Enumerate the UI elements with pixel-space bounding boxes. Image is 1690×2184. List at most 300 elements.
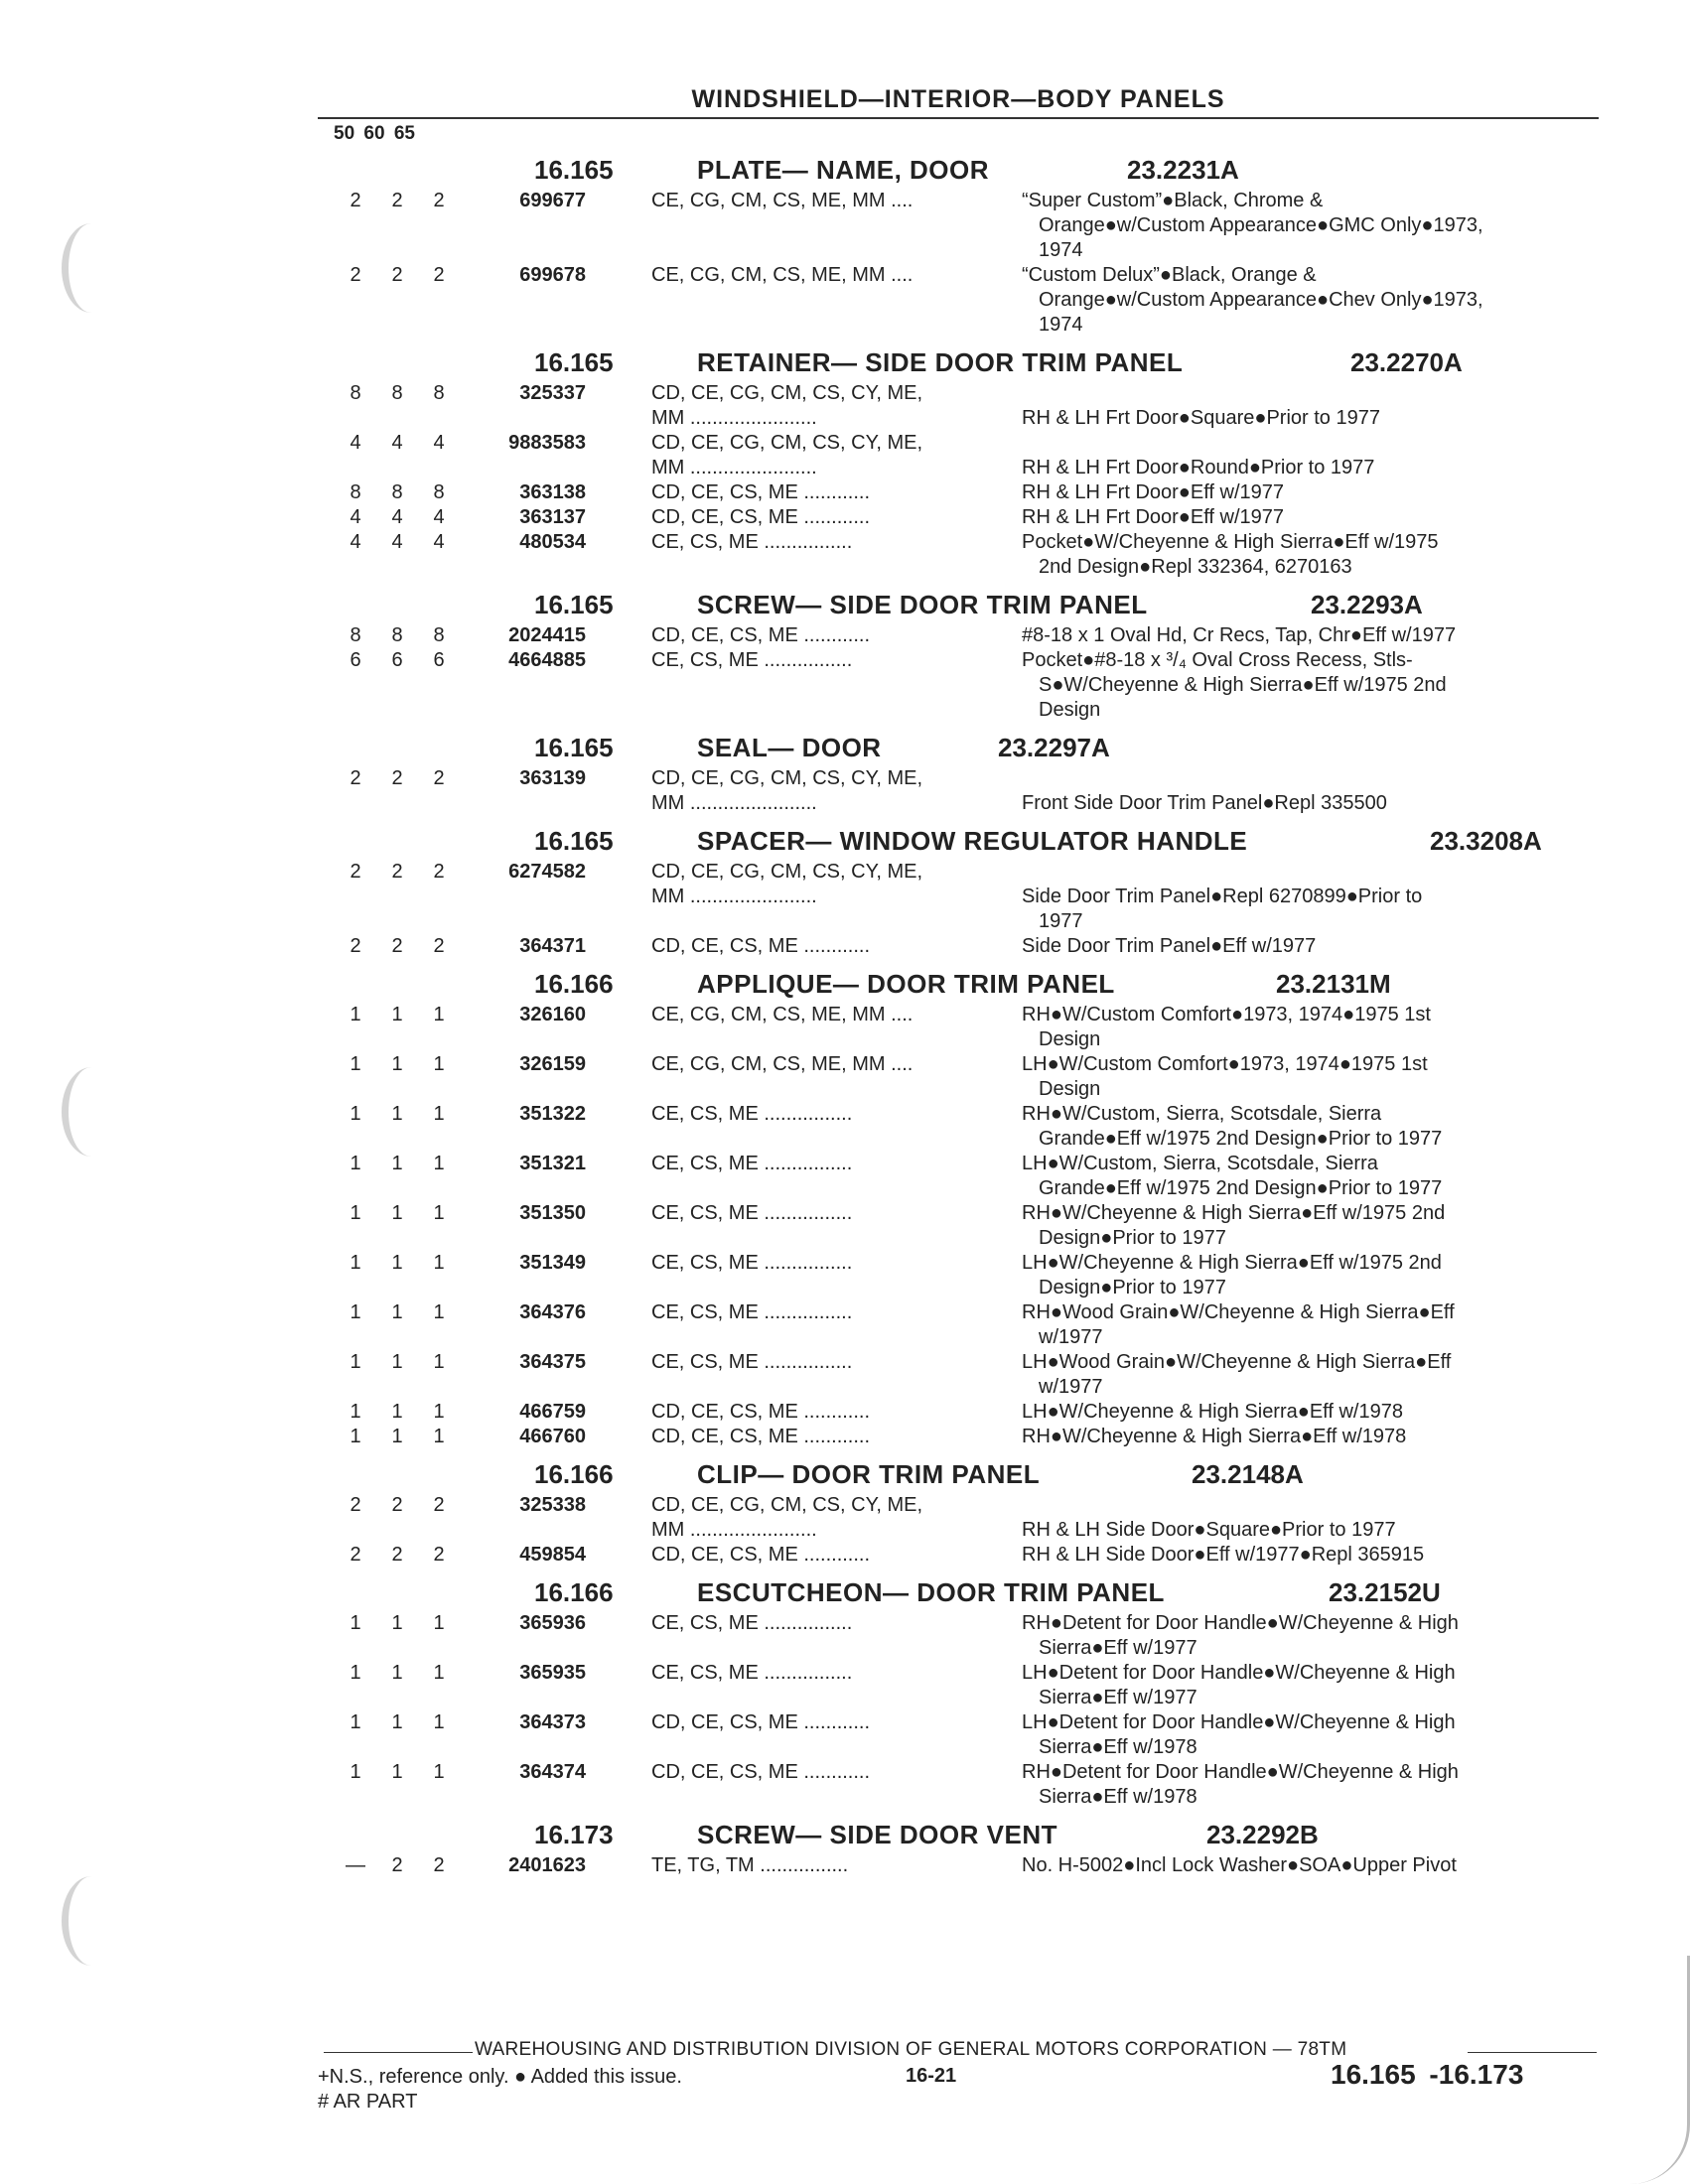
part-number: 363139 <box>519 767 586 789</box>
model-codes: CE, CS, ME ................ <box>651 1662 853 1684</box>
description-line: RH●Wood Grain●W/Cheyenne & High Sierra●Eff <box>1022 1301 1455 1323</box>
section-header <box>0 965 1690 1003</box>
model-codes: CD, CE, CG, CM, CS, CY, ME, MM ....................... <box>651 382 922 429</box>
quantity-cell: 1 <box>391 1711 403 1733</box>
legend-line: +N.S., reference only. ● Added this issue. <box>318 2066 682 2088</box>
quantity-cell: 1 <box>350 1202 361 1224</box>
part-row <box>0 934 1690 959</box>
part-description <box>1022 1760 1588 1810</box>
section-code: 23.2292B <box>1206 1820 1319 1849</box>
part-row <box>0 1350 1690 1400</box>
quantity-cell: 2 <box>433 264 445 286</box>
part-number: 364375 <box>519 1351 586 1373</box>
part-row <box>0 1300 1690 1350</box>
section-header <box>0 822 1690 860</box>
model-codes: CD, CE, CG, CM, CS, CY, ME, MM ....................... <box>651 432 922 478</box>
quantity-cell: 2 <box>433 1494 445 1516</box>
description-line: LH●Detent for Door Handle●W/Cheyenne & High <box>1022 1711 1456 1733</box>
quantity-cell: 4 <box>433 531 445 553</box>
quantity-cell: 4 <box>391 432 403 454</box>
quantity-cell: 1 <box>350 1252 361 1274</box>
section-number: 16.165 <box>534 155 614 185</box>
part-description <box>1022 1611 1588 1661</box>
model-codes: CE, CG, CM, CS, ME, MM .... <box>651 1004 914 1025</box>
description-line: RH & LH Frt Door●Square●Prior to 1977 <box>1022 407 1380 429</box>
page-edge <box>1630 1956 1690 2184</box>
part-row <box>0 1611 1690 1661</box>
description-line: RH●W/Cheyenne & High Sierra●Eff w/1978 <box>1022 1426 1407 1447</box>
quantity-cell: 6 <box>391 649 403 671</box>
description-line: “Custom Delux”●Black, Orange & <box>1022 264 1317 286</box>
part-row <box>0 1710 1690 1760</box>
part-description <box>1022 934 1588 959</box>
section-code: 23.2231A <box>1127 155 1239 185</box>
quantity-cell: 1 <box>391 1426 403 1447</box>
model-codes: CE, CS, ME ................ <box>651 1202 853 1224</box>
part-row <box>0 1152 1690 1201</box>
quantity-cell: 1 <box>433 1426 445 1447</box>
description-line: S●W/Cheyenne & High Sierra●Eff w/1975 2nd <box>1039 674 1447 696</box>
description-line: Design●Prior to 1977 <box>1039 1227 1226 1249</box>
quantity-cell: 2 <box>350 1494 361 1516</box>
model-codes: CD, CE, CS, ME ............ <box>651 506 871 528</box>
quantity-cell: 8 <box>350 481 361 503</box>
part-number: 363137 <box>519 506 586 528</box>
quantity-cell: 8 <box>350 624 361 646</box>
section-number: 16.165 <box>534 590 614 619</box>
part-row <box>0 1661 1690 1710</box>
quantity-cell: 1 <box>391 1153 403 1174</box>
quantity-cell: 2 <box>391 1494 403 1516</box>
description-line: Orange●w/Custom Appearance●GMC Only●1973, <box>1039 214 1483 236</box>
part-row <box>0 623 1690 648</box>
quantity-cell: 1 <box>350 1711 361 1733</box>
page-title: WINDSHIELD—INTERIOR—BODY PANELS <box>691 85 1225 113</box>
part-row <box>0 1543 1690 1568</box>
section-number: 16.165 <box>534 733 614 762</box>
part-number: 325338 <box>519 1494 586 1516</box>
quantity-cell: 8 <box>350 382 361 404</box>
description-line: LH●W/Cheyenne & High Sierra●Eff w/1975 2nd <box>1022 1252 1442 1274</box>
description-line: Grande●Eff w/1975 2nd Design●Prior to 1977 <box>1039 1177 1443 1199</box>
quantity-cell: 2 <box>391 861 403 883</box>
part-row <box>0 480 1690 505</box>
section-header <box>0 1816 1690 1853</box>
title-rule <box>318 117 1599 119</box>
section-name: APPLIQUE— DOOR TRIM PANEL <box>697 969 1115 999</box>
quantity-cell: 2 <box>350 935 361 957</box>
footer-rule <box>1468 2052 1597 2053</box>
quantity-cell: 4 <box>350 506 361 528</box>
part-row <box>0 860 1690 934</box>
part-number: 351349 <box>519 1252 586 1274</box>
quantity-cell: 2 <box>433 190 445 211</box>
quantity-cell: 2 <box>391 190 403 211</box>
description-line: Design <box>1039 699 1101 721</box>
quantity-cell: 1 <box>433 1761 445 1783</box>
section-number: 16.166 <box>534 969 614 999</box>
quantity-cell: 2 <box>350 1544 361 1566</box>
quantity-cell: 1 <box>433 1252 445 1274</box>
section-code: 23.2152U <box>1329 1577 1441 1607</box>
description-line: 1974 <box>1039 314 1083 336</box>
model-codes: CD, CE, CS, ME ............ <box>651 624 871 646</box>
quantity-cell: 6 <box>350 649 361 671</box>
model-codes: CD, CE, CG, CM, CS, CY, ME, MM ....................... <box>651 1494 922 1541</box>
description-line: RH●W/Custom Comfort●1973, 1974●1975 1st <box>1022 1004 1431 1025</box>
footer-rule <box>324 2052 473 2053</box>
part-number: 6274582 <box>508 861 586 883</box>
part-description <box>1022 1853 1588 1878</box>
part-number: 466760 <box>519 1426 586 1447</box>
quantity-cell: 1 <box>350 1004 361 1025</box>
part-number: 351350 <box>519 1202 586 1224</box>
quantity-cell: 4 <box>391 506 403 528</box>
parts-list <box>0 145 1690 1878</box>
description-line: No. H-5002●Incl Lock Washer●SOA●Upper Pivot <box>1022 1854 1457 1876</box>
description-line: Sierra●Eff w/1977 <box>1039 1687 1197 1708</box>
part-number: 351321 <box>519 1153 586 1174</box>
part-number: 699678 <box>519 264 586 286</box>
quantity-cell: 2 <box>391 1544 403 1566</box>
part-row <box>0 766 1690 816</box>
description-line: 1977 <box>1039 910 1083 932</box>
quantity-cell: 1 <box>350 1301 361 1323</box>
quantity-cell: 8 <box>391 481 403 503</box>
section-number: 16.166 <box>534 1577 614 1607</box>
part-description <box>1022 1251 1588 1300</box>
quantity-cell: 1 <box>391 1252 403 1274</box>
part-row <box>0 1003 1690 1052</box>
section-name: CLIP— DOOR TRIM PANEL <box>697 1459 1041 1489</box>
part-row <box>0 505 1690 530</box>
part-row <box>0 648 1690 723</box>
part-row <box>0 1853 1690 1878</box>
section-code: 23.3208A <box>1430 826 1542 856</box>
quantity-cell: 8 <box>391 382 403 404</box>
quantity-cell: — <box>346 1854 365 1876</box>
description-line: Design <box>1039 1078 1101 1100</box>
part-description <box>1022 1543 1588 1568</box>
model-codes: CE, CS, ME ................ <box>651 1351 853 1373</box>
model-codes: CD, CE, CS, ME ............ <box>651 1426 871 1447</box>
quantity-cell: 1 <box>350 1426 361 1447</box>
section-number: 16.173 <box>534 1820 614 1849</box>
quantity-cell: 1 <box>433 1103 445 1125</box>
description-line: w/1977 <box>1039 1326 1103 1348</box>
quantity-cell: 8 <box>433 382 445 404</box>
section-name: ESCUTCHEON— DOOR TRIM PANEL <box>697 1577 1165 1607</box>
quantity-cell: 1 <box>350 1761 361 1783</box>
part-description <box>1022 530 1588 580</box>
section-code: 23.2131M <box>1276 969 1391 999</box>
part-description <box>1022 766 1588 816</box>
model-codes: CE, CS, ME ................ <box>651 1301 853 1323</box>
quantity-cell: 4 <box>350 432 361 454</box>
section-name: SCREW— SIDE DOOR VENT <box>697 1820 1057 1849</box>
part-description <box>1022 1003 1588 1052</box>
part-description <box>1022 1425 1588 1449</box>
quantity-cell: 4 <box>350 531 361 553</box>
quantity-cell: 2 <box>391 767 403 789</box>
description-line: Pocket●#8-18 x ³/₄ Oval Cross Recess, Stls- <box>1022 649 1413 671</box>
model-codes: CE, CS, ME ................ <box>651 1103 853 1125</box>
part-row <box>0 1102 1690 1152</box>
part-number: 363138 <box>519 481 586 503</box>
description-line: Sierra●Eff w/1978 <box>1039 1736 1197 1758</box>
model-codes: CD, CE, CS, ME ............ <box>651 1711 871 1733</box>
footer-corporation: WAREHOUSING AND DISTRIBUTION DIVISION OF GENERAL MOTORS CORPORATION — 78TM <box>475 2039 1347 2060</box>
section-header <box>0 151 1690 189</box>
section-range: 16.165 -16.173 <box>1331 2059 1524 2090</box>
part-number: 364373 <box>519 1711 586 1733</box>
quantity-cell: 2 <box>433 1854 445 1876</box>
section-name: SPACER— WINDOW REGULATOR HANDLE <box>697 826 1248 856</box>
part-description <box>1022 381 1588 431</box>
quantity-cell: 2 <box>391 264 403 286</box>
quantity-cell: 2 <box>433 1544 445 1566</box>
quantity-cell: 2 <box>433 935 445 957</box>
description-line: Sierra●Eff w/1978 <box>1039 1786 1197 1808</box>
description-line: #8-18 x 1 Oval Hd, Cr Recs, Tap, Chr●Eff w/1977 <box>1022 624 1457 646</box>
description-line: LH●Wood Grain●W/Cheyenne & High Sierra●Eff <box>1022 1351 1452 1373</box>
model-codes: CE, CG, CM, CS, ME, MM .... <box>651 264 914 286</box>
section-header <box>0 729 1690 766</box>
part-row <box>0 1052 1690 1102</box>
quantity-cell: 1 <box>433 1351 445 1373</box>
description-line: w/1977 <box>1039 1376 1103 1398</box>
part-row <box>0 1493 1690 1543</box>
quantity-cell: 1 <box>350 1612 361 1634</box>
quantity-cell: 1 <box>350 1401 361 1423</box>
description-line: Front Side Door Trim Panel●Repl 335500 <box>1022 792 1387 814</box>
section-code: 23.2297A <box>998 733 1110 762</box>
quantity-cell: 2 <box>350 767 361 789</box>
description-line: Side Door Trim Panel●Repl 6270899●Prior to <box>1022 886 1423 907</box>
part-number: 480534 <box>519 531 586 553</box>
part-description <box>1022 1300 1588 1350</box>
quantity-cell: 1 <box>350 1103 361 1125</box>
part-row <box>0 1425 1690 1449</box>
part-description <box>1022 1493 1588 1543</box>
model-codes: CE, CG, CM, CS, ME, MM .... <box>651 190 914 211</box>
year-columns-header: 50 60 65 <box>334 123 415 144</box>
part-row <box>0 263 1690 338</box>
quantity-cell: 1 <box>391 1103 403 1125</box>
part-number: 699677 <box>519 190 586 211</box>
model-codes: CD, CE, CS, ME ............ <box>651 1401 871 1423</box>
footer-legend <box>318 2065 682 2115</box>
description-line: LH●Detent for Door Handle●W/Cheyenne & High <box>1022 1662 1456 1684</box>
description-line: RH●Detent for Door Handle●W/Cheyenne & High <box>1022 1761 1459 1783</box>
section-name: SCREW— SIDE DOOR TRIM PANEL <box>697 590 1148 619</box>
description-line: RH●Detent for Door Handle●W/Cheyenne & High <box>1022 1612 1459 1634</box>
part-row <box>0 1251 1690 1300</box>
part-description <box>1022 1400 1588 1425</box>
model-codes: CD, CE, CS, ME ............ <box>651 1544 871 1566</box>
part-number: 365935 <box>519 1662 586 1684</box>
part-row <box>0 431 1690 480</box>
quantity-cell: 2 <box>391 935 403 957</box>
quantity-cell: 1 <box>433 1612 445 1634</box>
description-line: RH & LH Side Door●Eff w/1977●Repl 365915 <box>1022 1544 1425 1566</box>
part-description <box>1022 480 1588 505</box>
section-number: 16.166 <box>534 1459 614 1489</box>
quantity-cell: 1 <box>350 1662 361 1684</box>
description-line: LH●W/Custom Comfort●1973, 1974●1975 1st <box>1022 1053 1428 1075</box>
quantity-cell: 2 <box>350 190 361 211</box>
part-description <box>1022 860 1588 934</box>
part-description <box>1022 1102 1588 1152</box>
quantity-cell: 1 <box>433 1662 445 1684</box>
part-number: 9883583 <box>508 432 586 454</box>
part-row <box>0 381 1690 431</box>
section-code: 23.2148A <box>1192 1459 1304 1489</box>
description-line: 2nd Design●Repl 332364, 6270163 <box>1039 556 1352 578</box>
part-description <box>1022 189 1588 263</box>
quantity-cell: 8 <box>391 624 403 646</box>
quantity-cell: 1 <box>433 1711 445 1733</box>
quantity-cell: 2 <box>433 861 445 883</box>
part-number: 326159 <box>519 1053 586 1075</box>
model-codes: CD, CE, CS, ME ............ <box>651 1761 871 1783</box>
section-name: SEAL— DOOR <box>697 733 882 762</box>
part-row <box>0 189 1690 263</box>
quantity-cell: 1 <box>391 1351 403 1373</box>
section-name: PLATE— NAME, DOOR <box>697 155 990 185</box>
description-line: Sierra●Eff w/1977 <box>1039 1637 1197 1659</box>
description-line: Design●Prior to 1977 <box>1039 1277 1226 1298</box>
part-description <box>1022 505 1588 530</box>
description-line: 1974 <box>1039 239 1083 261</box>
part-number: 4664885 <box>508 649 586 671</box>
model-codes: CE, CS, ME ................ <box>651 1252 853 1274</box>
description-line: RH & LH Frt Door●Round●Prior to 1977 <box>1022 457 1375 478</box>
part-description <box>1022 1710 1588 1760</box>
part-number: 365936 <box>519 1612 586 1634</box>
part-number: 459854 <box>519 1544 586 1566</box>
quantity-cell: 1 <box>391 1053 403 1075</box>
description-line: Pocket●W/Cheyenne & High Sierra●Eff w/1975 <box>1022 531 1439 553</box>
quantity-cell: 1 <box>433 1401 445 1423</box>
section-number: 16.165 <box>534 347 614 377</box>
page-number: 16-21 <box>906 2065 957 2087</box>
part-number: 326160 <box>519 1004 586 1025</box>
description-line: LH●W/Custom, Sierra, Scotsdale, Sierra <box>1022 1153 1378 1174</box>
description-line: Design <box>1039 1028 1101 1050</box>
part-row <box>0 1201 1690 1251</box>
quantity-cell: 2 <box>391 1854 403 1876</box>
quantity-cell: 1 <box>433 1004 445 1025</box>
section-header <box>0 1573 1690 1611</box>
part-number: 364376 <box>519 1301 586 1323</box>
model-codes: CE, CS, ME ................ <box>651 531 853 553</box>
quantity-cell: 1 <box>391 1761 403 1783</box>
model-codes: TE, TG, TM ................ <box>651 1854 849 1876</box>
quantity-cell: 1 <box>433 1301 445 1323</box>
description-line: RH●W/Cheyenne & High Sierra●Eff w/1975 2nd <box>1022 1202 1446 1224</box>
quantity-cell: 1 <box>391 1662 403 1684</box>
quantity-cell: 1 <box>391 1202 403 1224</box>
part-number: 2401623 <box>508 1854 586 1876</box>
part-number: 364374 <box>519 1761 586 1783</box>
part-description <box>1022 431 1588 480</box>
quantity-cell: 1 <box>350 1351 361 1373</box>
description-line: RH & LH Side Door●Square●Prior to 1977 <box>1022 1519 1396 1541</box>
model-codes: CE, CS, ME ................ <box>651 1153 853 1174</box>
part-row <box>0 1760 1690 1810</box>
description-line: RH●W/Custom, Sierra, Scotsdale, Sierra <box>1022 1103 1382 1125</box>
section-code: 23.2293A <box>1311 590 1423 619</box>
description-line: “Super Custom”●Black, Chrome & <box>1022 190 1324 211</box>
description-line: Orange●w/Custom Appearance●Chev Only●1973, <box>1039 289 1483 311</box>
quantity-cell: 1 <box>391 1301 403 1323</box>
part-description <box>1022 623 1588 648</box>
section-header <box>0 1455 1690 1493</box>
description-line: LH●W/Cheyenne & High Sierra●Eff w/1978 <box>1022 1401 1403 1423</box>
part-row <box>0 1400 1690 1425</box>
quantity-cell: 1 <box>391 1401 403 1423</box>
quantity-cell: 6 <box>433 649 445 671</box>
part-number: 466759 <box>519 1401 586 1423</box>
model-codes: CD, CE, CG, CM, CS, CY, ME, MM ....................... <box>651 767 922 814</box>
quantity-cell: 1 <box>350 1053 361 1075</box>
part-description <box>1022 1350 1588 1400</box>
model-codes: CD, CE, CG, CM, CS, CY, ME, MM ....................... <box>651 861 922 907</box>
part-description <box>1022 1052 1588 1102</box>
quantity-cell: 2 <box>350 861 361 883</box>
quantity-cell: 2 <box>433 767 445 789</box>
quantity-cell: 4 <box>433 506 445 528</box>
description-line: Grande●Eff w/1975 2nd Design●Prior to 1977 <box>1039 1128 1443 1150</box>
quantity-cell: 1 <box>350 1153 361 1174</box>
part-description <box>1022 263 1588 338</box>
model-codes: CD, CE, CS, ME ............ <box>651 935 871 957</box>
part-row <box>0 530 1690 580</box>
part-description <box>1022 1152 1588 1201</box>
section-header <box>0 586 1690 623</box>
model-codes: CE, CS, ME ................ <box>651 1612 853 1634</box>
quantity-cell: 4 <box>391 531 403 553</box>
model-codes: CE, CS, ME ................ <box>651 649 853 671</box>
model-codes: CD, CE, CS, ME ............ <box>651 481 871 503</box>
part-number: 2024415 <box>508 624 586 646</box>
quantity-cell: 4 <box>433 432 445 454</box>
part-description <box>1022 1201 1588 1251</box>
part-description <box>1022 648 1588 723</box>
legend-line: # AR PART <box>318 2091 418 2113</box>
part-number: 351322 <box>519 1103 586 1125</box>
section-code: 23.2270A <box>1350 347 1463 377</box>
description-line: Side Door Trim Panel●Eff w/1977 <box>1022 935 1317 957</box>
quantity-cell: 8 <box>433 481 445 503</box>
model-codes: CE, CG, CM, CS, ME, MM .... <box>651 1053 914 1075</box>
section-number: 16.165 <box>534 826 614 856</box>
section-header <box>0 343 1690 381</box>
quantity-cell: 1 <box>433 1153 445 1174</box>
part-description <box>1022 1661 1588 1710</box>
quantity-cell: 1 <box>433 1053 445 1075</box>
section-name: RETAINER— SIDE DOOR TRIM PANEL <box>697 347 1184 377</box>
quantity-cell: 1 <box>391 1612 403 1634</box>
description-line: RH & LH Frt Door●Eff w/1977 <box>1022 481 1285 503</box>
binder-hole <box>62 1876 121 1966</box>
quantity-cell: 2 <box>350 264 361 286</box>
part-number: 364371 <box>519 935 586 957</box>
part-number: 325337 <box>519 382 586 404</box>
description-line: RH & LH Frt Door●Eff w/1977 <box>1022 506 1285 528</box>
quantity-cell: 1 <box>391 1004 403 1025</box>
